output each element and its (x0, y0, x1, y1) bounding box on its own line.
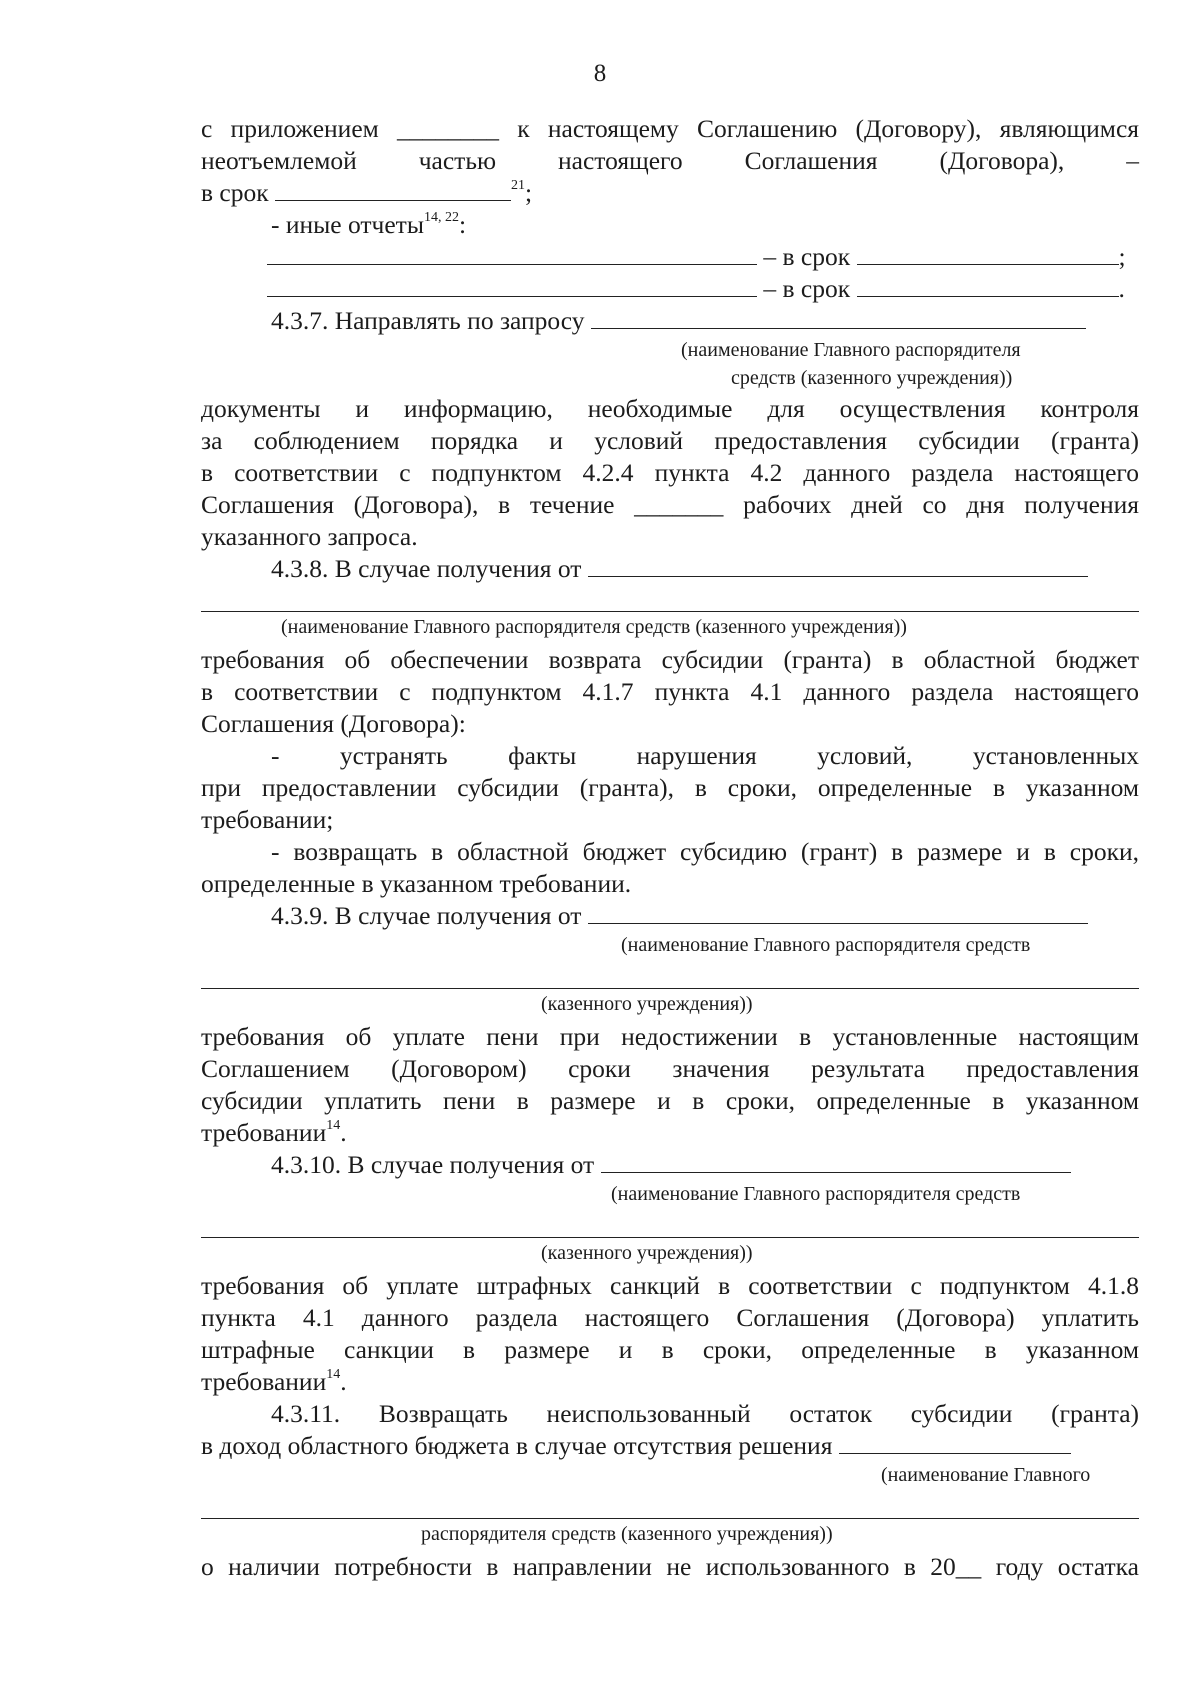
text-line: требования об обеспечении возврата субсидии (гранта) в областной бюджет (201, 645, 1139, 674)
field-caption: (наименование Главного распорядителя (681, 339, 1021, 361)
text-line: с приложением ________ к настоящему Соглашению (Договору), являющимся (201, 114, 1139, 143)
field-caption: (казенного учреждения)) (541, 993, 753, 1015)
text-line: требовании$^{14}$. (201, 1118, 347, 1147)
field-caption: (наименование Главного распорядителя средств (611, 1183, 1021, 1205)
text-line: требования об уплате штрафных санкций в соответствии с подпунктом 4.1.8 (201, 1271, 1139, 1300)
clause-4-3-9-lead: 4.3.9. В случае получения от (201, 900, 1139, 932)
page-number: 8 (593, 60, 607, 87)
blank-line (275, 178, 511, 201)
document-body (201, 113, 1139, 1583)
text-line: при предоставлении субсидии (гранта), в сроки, определенные в указанном (201, 773, 1139, 802)
text-line: - возвращать в областной бюджет субсидию (грант) в размере и в сроки, (271, 837, 1139, 866)
text-line: 4.3.11. Возвращать неиспользованный остаток субсидии (гранта) (271, 1399, 1139, 1428)
blank-line (857, 242, 1119, 265)
blank-line (267, 242, 757, 265)
field-caption: (наименование Главного (881, 1464, 1091, 1486)
text-line: документы и информацию, необходимые для осуществления контроля (201, 394, 1139, 423)
blank-line (201, 962, 1139, 989)
text-line: Соглашения (Договора): (201, 709, 466, 738)
text-line: в соответствии с подпунктом 4.2.4 пункта 4.2 данного раздела настоящего (201, 458, 1139, 487)
report-row: – в срок ; (201, 241, 1139, 273)
clause-4-3-7-lead: 4.3.7. Направлять по запросу (201, 305, 1139, 337)
blank-line (201, 1211, 1139, 1238)
other-reports-label: - иные отчеты$^{14, 22}$: (271, 210, 467, 239)
text-line: пункта 4.1 данного раздела настоящего Соглашения (Договора) уплатить (201, 1303, 1139, 1332)
field-caption: (казенного учреждения)) (541, 1242, 753, 1264)
text-line: штрафные санкции в размере и в сроки, определенные в указанном (201, 1335, 1139, 1364)
blank-line (601, 1150, 1071, 1173)
text-line: субсидии уплатить пени в размере и в сроки, определенные в указанном (201, 1086, 1139, 1115)
text-line: требовании; (201, 805, 334, 834)
blank-line (588, 901, 1088, 924)
field-caption: средств (казенного учреждения)) (731, 367, 1013, 389)
text-line: требования об уплате пени при недостижении в установленные настоящим (201, 1022, 1139, 1051)
text-line: указанного запроса. (201, 522, 418, 551)
blank-line (839, 1431, 1071, 1454)
text-line: Соглашения (Договора), в течение _______ рабочих дней со дня получения (201, 490, 1139, 519)
text-line: неотъемлемой частью настоящего Соглашения (Договора), – (201, 146, 1139, 175)
blank-line (201, 585, 1139, 612)
clause-4-3-8-lead: 4.3.8. В случае получения от (201, 553, 1139, 585)
field-caption: (наименование Главного распорядителя средств (621, 934, 1031, 956)
blank-line (857, 274, 1119, 297)
blank-line (588, 554, 1088, 577)
text-line: Соглашением (Договором) сроки значения результата предоставления (201, 1054, 1139, 1083)
text-line: в срок $^{21}$; (201, 178, 533, 207)
field-caption: (наименование Главного распорядителя средств (казенного учреждения)) (281, 616, 907, 638)
blank-line (267, 274, 757, 297)
blank-line (591, 306, 1086, 329)
text-line: в доход областного бюджета в случае отсутствия решения (201, 1430, 1139, 1462)
text-line: требовании$^{14}$. (201, 1367, 347, 1396)
text-line: о наличии потребности в направлении не использованного в 20__ году остатка (201, 1552, 1139, 1581)
clause-4-3-10-lead: 4.3.10. В случае получения от (201, 1149, 1139, 1181)
report-row: – в срок . (201, 273, 1139, 305)
text-line: определенные в указанном требовании. (201, 869, 632, 898)
field-caption: распорядителя средств (казенного учреждения)) (421, 1523, 833, 1545)
text-line: - устранять факты нарушения условий, установленных (271, 741, 1139, 770)
text-line: в соответствии с подпунктом 4.1.7 пункта 4.1 данного раздела настоящего (201, 677, 1139, 706)
blank-line (201, 1492, 1139, 1519)
text-line: за соблюдением порядка и условий предоставления субсидии (гранта) (201, 426, 1139, 455)
